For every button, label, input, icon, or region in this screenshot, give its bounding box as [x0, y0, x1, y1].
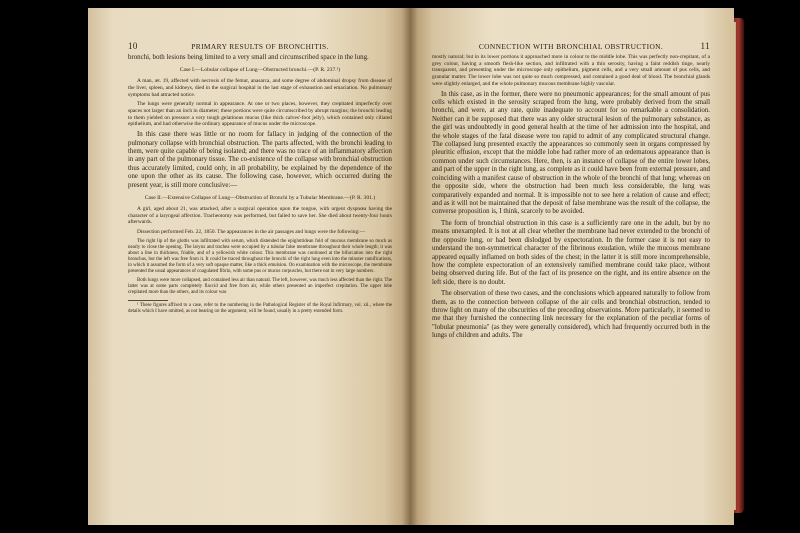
case2-text3: The right lip of the glottis was infiltrated with serum, which distended the epiglottidean fold of mucous membrane so much as nearly to close the opening. The larynx and trachea were occupied by a tubular false membrane throughout their whole length; it was about a line in thickness, friable, and of a yellowish white colour. This membrane was continued at the bifurcation into the right bronchus, but the left was free from it. It could be traced throughout the bronchi of the right lung even into the minuter ramifications, in which it assumed the form of a very soft opaque matter, like a thick emulsion. On examination with the microscope, the membrane presented the usual appearances of coagulated fibrin, with some pus or mucus corpuscles, but there not in very large numbers.	[128, 238, 392, 274]
left-page-body	[128, 54, 392, 318]
footnote: ¹ These figures affixed to a case, refer to the numbering in the Pathological Register of the Royal Infirmary, vol. xii., where the details which I have omitted, as not bearing on the argument, will be found, usually in a pretty extended form.	[128, 302, 392, 314]
case1-heading: Case I.—Lobular collapse of Lung—Obstructed bronchi.—(P. R. 237.¹)	[179, 67, 341, 74]
right-paragraph-3: The observation of these two cases, and the conclusions which appeared naturally to follow from them, as to the connection between collapse of the air cells and bronchial obstruction, tended to throw light on many of the obscurities of the preceding observations. More particularly, it seemed to me that they furnished the connecting link necessary for the explanation of the peculiar forms of "lobular pneumonia" (as they were generally considered), which had frequently occurred both in the lungs of children and adults. The	[432, 290, 710, 340]
left-header-title: PRIMARY RESULTS OF BRONCHITIS.	[191, 42, 329, 51]
footnote-rule	[128, 300, 168, 301]
left-page-number: 10	[128, 41, 138, 51]
left-intro: bronchi, both lesions being limited to a very small and circumscribed space in the lung.	[128, 54, 369, 61]
left-page	[88, 8, 410, 525]
case1-text2: The lungs were generally normal in appearance. At one or two places, however, they crepitated imperfectly over spaces not larger than an inch in diameter; these portions were quite circumscribed by abrupt margins; the bronchi leading to them yielded on pressure a very tough gelatinous mucus (like thick calves'-foot jelly), which contained only ciliated epithelium, and had otherwise the ordinary appearance of mucus under the microscope.	[128, 101, 392, 128]
open-book	[88, 8, 734, 525]
left-paragraph-1: In this case there was little or no room for fallacy in judging of the connection of the pulmonary collapse with bronchial obstruction. The parts affected, with the bronchi leading to them, were quite capable of being isolated; and there was no trace of an inflammatory affection in any part of the pulmonary tissue. The co-existence of the collapse with bronchial obstruction thus accurately limited, could only, in all probability, be explained by the dependence of the one upon the other as its cause. The following case, however, which occurred during the present year, is still more conclusive:—	[128, 131, 392, 189]
case2-text2: Dissection performed Feb. 22, 1850. The appearances in the air passages and lungs were the following:—	[137, 229, 366, 236]
book-gutter	[402, 8, 418, 525]
right-continuation: mostly natural; but in its lower portions it approached more in colour to the middle lobe. This was perfectly non-crepitant, of a grey colour, having a smooth flesh-like section, and infiltrated with a thin serosity, having a faint reddish tinge, nearly transparent, and presenting under the microscope only epithelium, pigment cells, and a very small amount of pus cells, and granular matter. The lower lobe was not quite so much compressed, and contained a good deal of blood. The bronchial glands were slightly enlarged, and the whole pulmonary mucous membrane highly vascular.	[432, 54, 710, 87]
right-page-number: 11	[700, 41, 710, 51]
right-header-title: CONNECTION WITH BRONCHIAL OBSTRUCTION.	[478, 42, 664, 51]
case2-text4: Both lungs were more collapsed, and contained less air than natural. The left, however, was much less affected than the right. The latter was at some parts completely flaccid and free from air, while others presented an imperfect crepitation. The upper lobe crepitated more than the others, and its colour was	[128, 277, 392, 295]
case1-text: A man, æt. 19, affected with necrosis of the femur, anasarca, and some degree of abdominal dropsy from disease of the liver, spleen, and kidneys, died in the surgical hospital in the last stage of exhaustion and emaciation. No pulmonary symptoms had attracted notice.	[128, 78, 392, 98]
case2-heading: Case II.—Extensive Collapse of Lung—Obstruction of Bronchi by a Tubular Membrane.—(P. R. 301.)	[144, 195, 376, 202]
right-paragraph-2: The form of bronchial obstruction in this case is a sufficiently rare one in the adult, but by no means unexampled. It is not at all clear whether the membrane had never extended to the bronchi of the opposite lung, or had been dislodged by expectoration. In the former case it is not easy to understand the non-symmetrical character of the fibrinous exudation, while the mucous membrane appeared equally inflamed on both sides of the chest; in the latter it is still more incomprehensible, how the complete expectoration of an extensively ramified membrane could take place, without being observed during life. But of the fact of its presence on the right, and its entire absence on the left side, there is no doubt.	[432, 219, 710, 286]
right-page	[410, 8, 734, 525]
right-paragraph-1: In this case, as in the former, there were no pneumonic appearances; for the small amount of pus cells which existed in the serosity scraped from the lung, were probably derived from the small bronchi, and were, at any rate, quite inadequate to account for so remarkable a consolidation. Neither can it be supposed that there was any older structural lesion of the pulmonary substance, as the girl was undoubtedly in good general health at the time of her admission into the hospital, and the whole stages of the fatal disease were too rapid to admit of any complicated structural change. The collapsed lung presented exactly the appearances so commonly seen in organs compressed by pleuritic effusion, except that the middle lobe had rather more of an œdematous appearance than is common under such circumstances. Here, then, is an instance of collapse of the entire lower lobes, and part of the upper in the right lung, as complete as it could have been from external pressure, and coinciding with a manifest cause of obstruction in the whole of the bronchi of that lung; whereas on the opposite side, where the obstruction had been much less considerable, the lung was comparatively expanded and normal. It is impossible not to see here a relation of cause and effect; and as it will not be maintained that the deposit of false membrane was the result of the collapse, the converse proposition is, I think, scarcely to be avoided.	[432, 90, 710, 216]
right-page-body	[432, 54, 710, 344]
case2-text: A girl, aged about 21, was attacked, after a surgical operation upon the tongue, with urgent dyspnœa having the character of a laryngeal affection. Tracheotomy was performed, but failed to save her. She died about twenty-four hours afterwards.	[128, 205, 392, 226]
